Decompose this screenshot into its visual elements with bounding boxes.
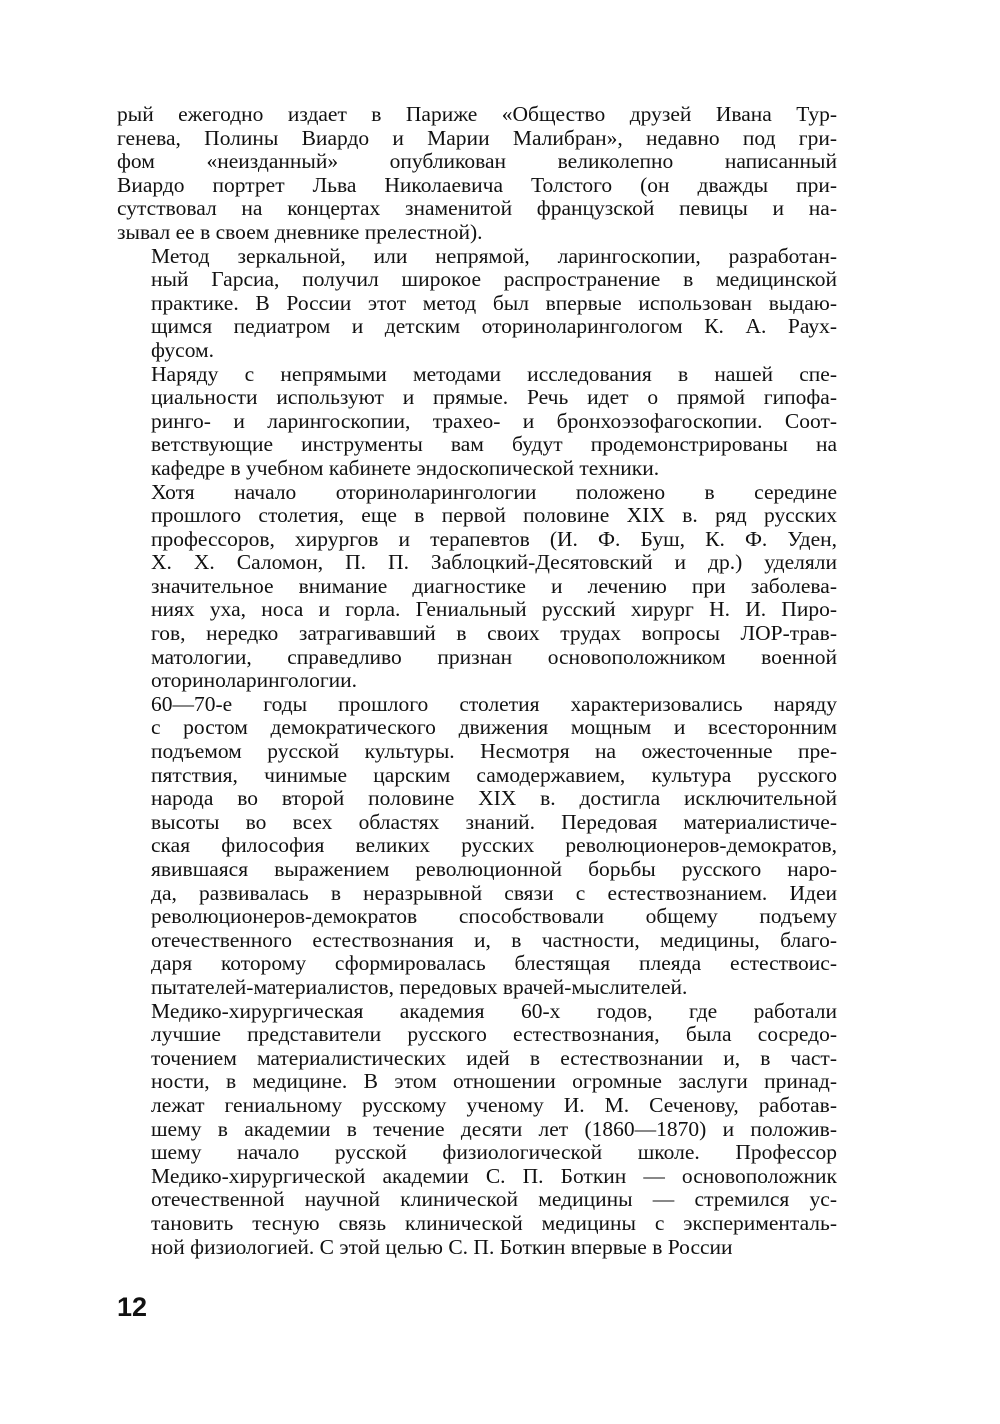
text-line: тановить тесную связь клинической медицины с эксперименталь-: [151, 1210, 837, 1235]
text-line: ниях уха, носа и горла. Гениальный русский хирург Н. И. Пиро-: [151, 597, 837, 622]
text-line: отечественной научной клинической медицины — стремился ус-: [151, 1187, 837, 1212]
text-line: народа во второй половине XIX в. достигла исключительной: [151, 786, 837, 811]
text-line: даря которому сформировалась блестящая плеяда естествоис-: [151, 951, 837, 976]
text-line: генева, Полины Виардо и Марии Малибран», недавно под гри-: [117, 125, 837, 150]
paragraph: [117, 481, 837, 693]
text-line: Наряду с непрямыми методами исследования в нашей спе-: [151, 361, 837, 386]
text-line: шему в академии в течение десяти лет (1860—1870) и положив-: [151, 1116, 837, 1141]
text-line: кафедре в учебном кабинете эндоскопической техники.: [151, 455, 660, 480]
text-line: с ростом демократического движения мощным и всесторонним: [151, 715, 837, 740]
text-line: матологии, справедливо признан основоположником военной: [151, 644, 837, 669]
text-line: ская философия великих русских революционеров-демократов,: [151, 833, 837, 858]
text-line: профессоров, хирургов и терапевтов (И. Ф. Буш, К. Ф. Уден,: [151, 526, 837, 551]
text-line: Метод зеркальной, или непрямой, ларингоскопии, разработан-: [151, 243, 837, 268]
page-body: [117, 103, 837, 1259]
paragraph: [117, 1000, 837, 1260]
text-line: практике. В России этот метод был впервые использован выдаю-: [151, 290, 837, 315]
text-line: явившаяся выражением революционной борьбы русского наро-: [151, 857, 837, 881]
text-line: шему начало русской физиологической школе. Профессор: [151, 1140, 837, 1165]
text-line: фом «неизданный» опубликован великолепно написанный: [117, 149, 837, 174]
text-line: подъемом русской культуры. Несмотря на ожесточенные пре-: [151, 739, 837, 764]
text-line: ной физиологией. С этой целью С. П. Боткин впервые в России: [151, 1234, 733, 1259]
text-line: щимся педиатром и детским оториноларингологом К. А. Раух-: [151, 314, 837, 339]
text-line: точением материалистических идей в естествознании и, в част-: [151, 1045, 837, 1070]
text-line: высоты во всех областях знаний. Передовая материалистиче-: [151, 809, 837, 834]
text-line: ринго- и ларингоскопии, трахео- и бронхоэзофагоскопии. Соот-: [151, 408, 837, 433]
text-line: лежат гениальному русскому ученому И. М. Сеченову, работав-: [151, 1092, 837, 1117]
text-line: Медико-хирургическая академия 60-х годов, где работали: [151, 998, 837, 1023]
text-line: ветствующие инструменты вам будут продемонстрированы на: [151, 432, 837, 457]
text-line: рый ежегодно издает в Париже «Общество друзей Ивана Тур-: [117, 102, 837, 126]
paragraph: [117, 363, 837, 481]
text-line: пятствия, чинимые царским самодержавием, культура русского: [151, 762, 837, 787]
text-line: да, развивалась в неразрывной связи с естествознанием. Идеи: [151, 880, 837, 905]
text-line: оториноларингологии.: [151, 668, 358, 693]
text-line: гов, нередко затрагивавший в своих трудах вопросы ЛОР-трав-: [151, 621, 837, 646]
paragraph: [117, 693, 837, 1000]
page-number: 12: [117, 1292, 148, 1322]
text-line: пытателей-материалистов, передовых врачей-мыслителей.: [151, 974, 688, 999]
text-line: Виардо портрет Льва Николаевича Толстого (он дважды при-: [117, 172, 837, 197]
text-line: 60—70-е годы прошлого столетия характеризовались наряду: [151, 691, 837, 716]
paragraph: [117, 103, 837, 245]
text-line: революционеров-демократов способствовали общему подъему: [151, 904, 837, 929]
text-line: Хотя начало оториноларингологии положено в середине: [151, 479, 837, 504]
text-line: значительное внимание диагностике и лечению при заболева-: [151, 573, 837, 598]
text-line: Медико-хирургической академии С. П. Боткин — основоположник: [151, 1163, 837, 1188]
text-line: прошлого столетия, еще в первой половине XIX в. ряд русских: [151, 503, 837, 528]
text-line: отечественного естествознания и, в частности, медицины, благо-: [151, 927, 837, 952]
text-line: лучшие представители русского естествознания, была сосредо-: [151, 1022, 837, 1047]
text-line: ный Гарсиа, получил широкое распространение в медицинской: [151, 267, 837, 292]
paragraph: [117, 245, 837, 363]
text-line: Х. Х. Саломон, П. П. Заблоцкий-Десятовский и др.) уделяли: [151, 550, 837, 575]
text-line: ности, в медицине. В этом отношении огромные заслуги принад-: [151, 1069, 837, 1094]
text-line: зывал ее в своем дневнике прелестной).: [117, 219, 483, 244]
text-line: фусом.: [151, 337, 215, 362]
text-line: циальности используют и прямые. Речь идет о прямой гипофа-: [151, 385, 837, 410]
text-line: сутствовал на концертах знаменитой французской певицы и на-: [117, 196, 837, 221]
